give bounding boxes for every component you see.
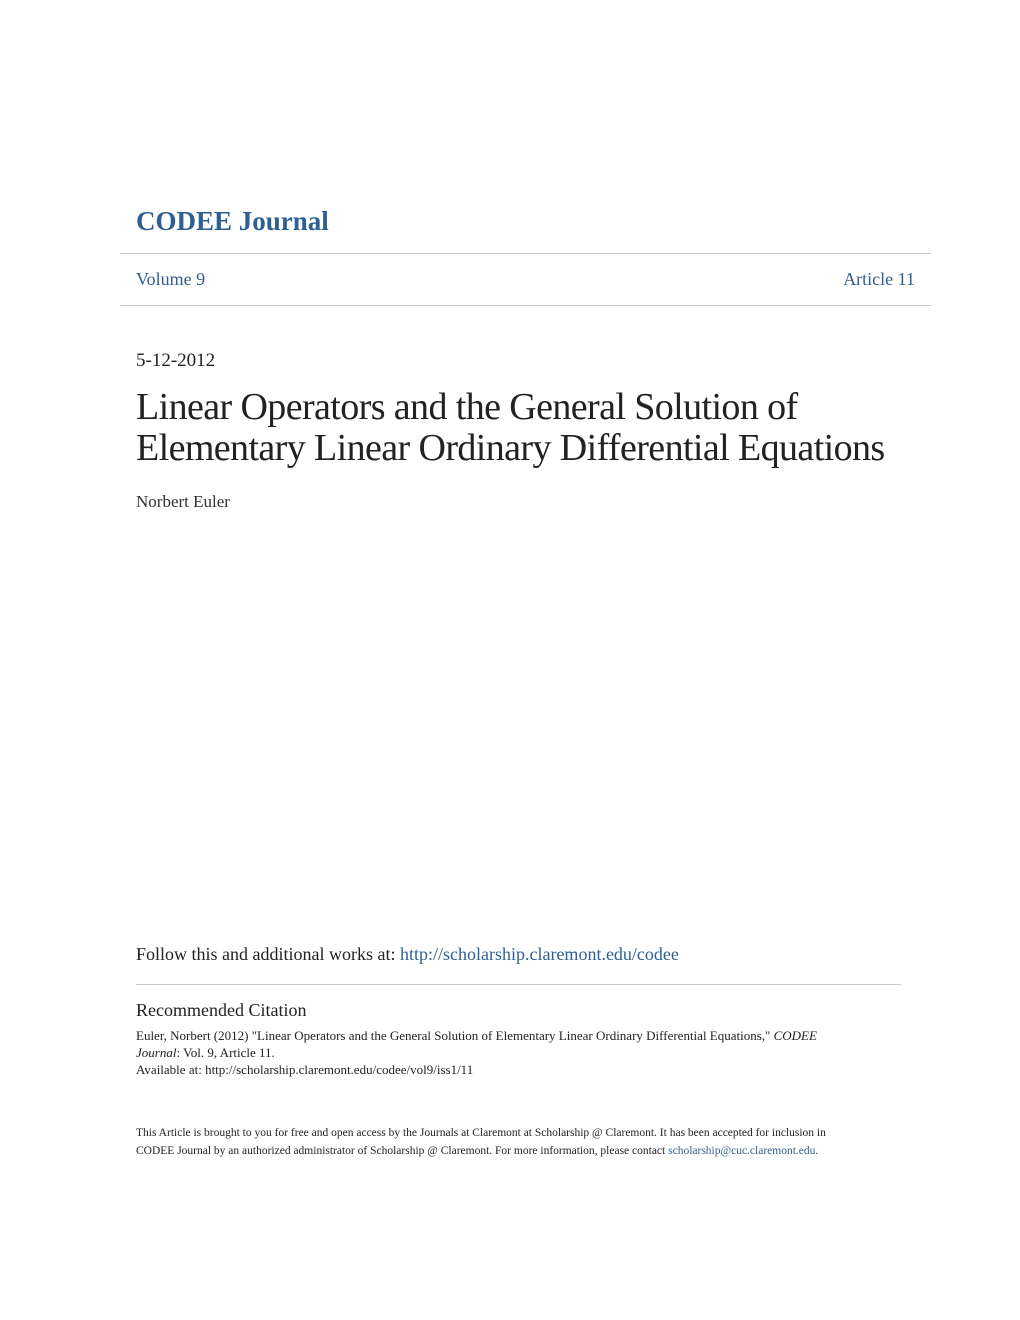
publication-date: 5-12-2012	[136, 350, 216, 371]
article-number-link[interactable]: Article 11	[843, 269, 915, 289]
follow-prefix: Follow this and additional works at:	[136, 944, 400, 964]
citation-journal-italic-1: CODEE	[773, 1028, 817, 1043]
citation-volume-info: : Vol. 9, Article 11.	[176, 1045, 275, 1060]
citation-divider	[136, 984, 901, 985]
article-title	[136, 387, 926, 469]
notice-line-2-suffix: .	[815, 1145, 819, 1157]
recommended-citation-heading: Recommended Citation	[136, 1000, 307, 1020]
notice-line-1: This Article is brought to you for free and open access by the Journals at Claremont at Scholarship @ Claremont. It has been accepted for inclusion in	[136, 1127, 826, 1139]
citation-line-1	[136, 1027, 881, 1044]
citation-text	[136, 1027, 881, 1078]
follow-works-line	[136, 944, 679, 965]
notice-line-2-prefix: CODEE Journal by an authorized administrator of Scholarship @ Claremont. For more information, please contact	[136, 1145, 669, 1157]
volume-link[interactable]: Volume 9	[136, 269, 206, 289]
citation-available-at: Available at: http://scholarship.claremont.edu/codee/vol9/iss1/11	[136, 1062, 474, 1077]
citation-line-2	[136, 1044, 881, 1061]
notice-line-2	[136, 1142, 881, 1160]
header-top-rule	[120, 253, 931, 254]
journal-title-link[interactable]: CODEE Journal	[136, 206, 329, 236]
collection-url-link[interactable]: http://scholarship.claremont.edu/codee	[399, 944, 679, 964]
citation-body: Euler, Norbert (2012) "Linear Operators and the General Solution of Elementary Linear Ordinary Differential Equations,"	[136, 1028, 774, 1043]
header-bottom-rule	[120, 305, 931, 306]
author-name: Norbert Euler	[136, 492, 230, 511]
open-access-notice	[136, 1124, 881, 1160]
contact-email-link[interactable]: scholarship@cuc.claremont.edu	[668, 1145, 816, 1157]
citation-journal-italic-2: Journal	[136, 1045, 177, 1060]
article-title-line-2: Elementary Linear Ordinary Differential Equations	[136, 427, 885, 469]
article-title-line-1: Linear Operators and the General Solution of	[136, 386, 798, 428]
